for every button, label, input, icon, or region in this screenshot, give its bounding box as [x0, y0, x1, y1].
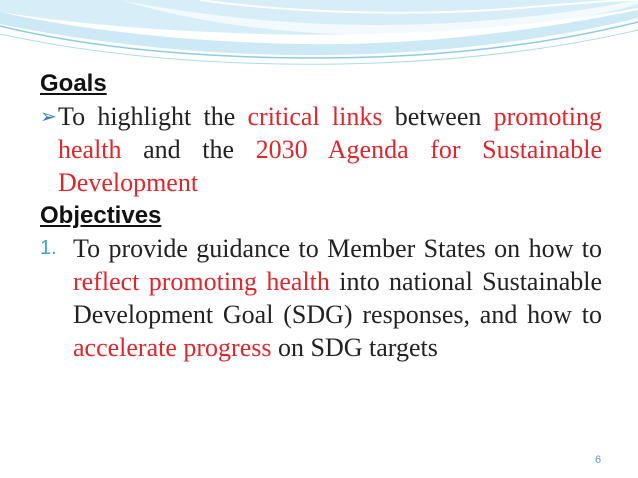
slide-content	[40, 67, 602, 364]
arrow-bullet-icon: ➢	[40, 104, 57, 128]
text-segment: into national Sustainable Development Goal (SDG) responses, and how to	[73, 267, 602, 329]
text-segment: To provide guidance to Member States on how to	[73, 234, 602, 263]
text-segment: between	[382, 102, 494, 131]
text-segment: To highlight the	[58, 102, 248, 131]
objective-number: 1.	[40, 237, 57, 259]
text-segment: and the	[121, 135, 256, 164]
text-segment-highlight: 2030 Agenda for Sustainable Development	[58, 135, 602, 197]
goals-text	[58, 102, 602, 197]
text-segment-highlight: critical links	[247, 102, 383, 131]
text-segment-highlight: reflect promoting health	[73, 267, 330, 296]
page-number: 6	[595, 454, 602, 466]
text-segment-highlight: promoting health	[58, 102, 602, 164]
text-segment: on SDG targets	[271, 333, 438, 362]
text-segment-highlight: accelerate progress	[73, 333, 272, 362]
goals-bullet	[40, 100, 602, 199]
goals-heading: Goals	[40, 70, 107, 97]
objective-text	[73, 234, 602, 362]
objective-item	[40, 232, 602, 364]
objectives-heading: Objectives	[40, 202, 162, 229]
